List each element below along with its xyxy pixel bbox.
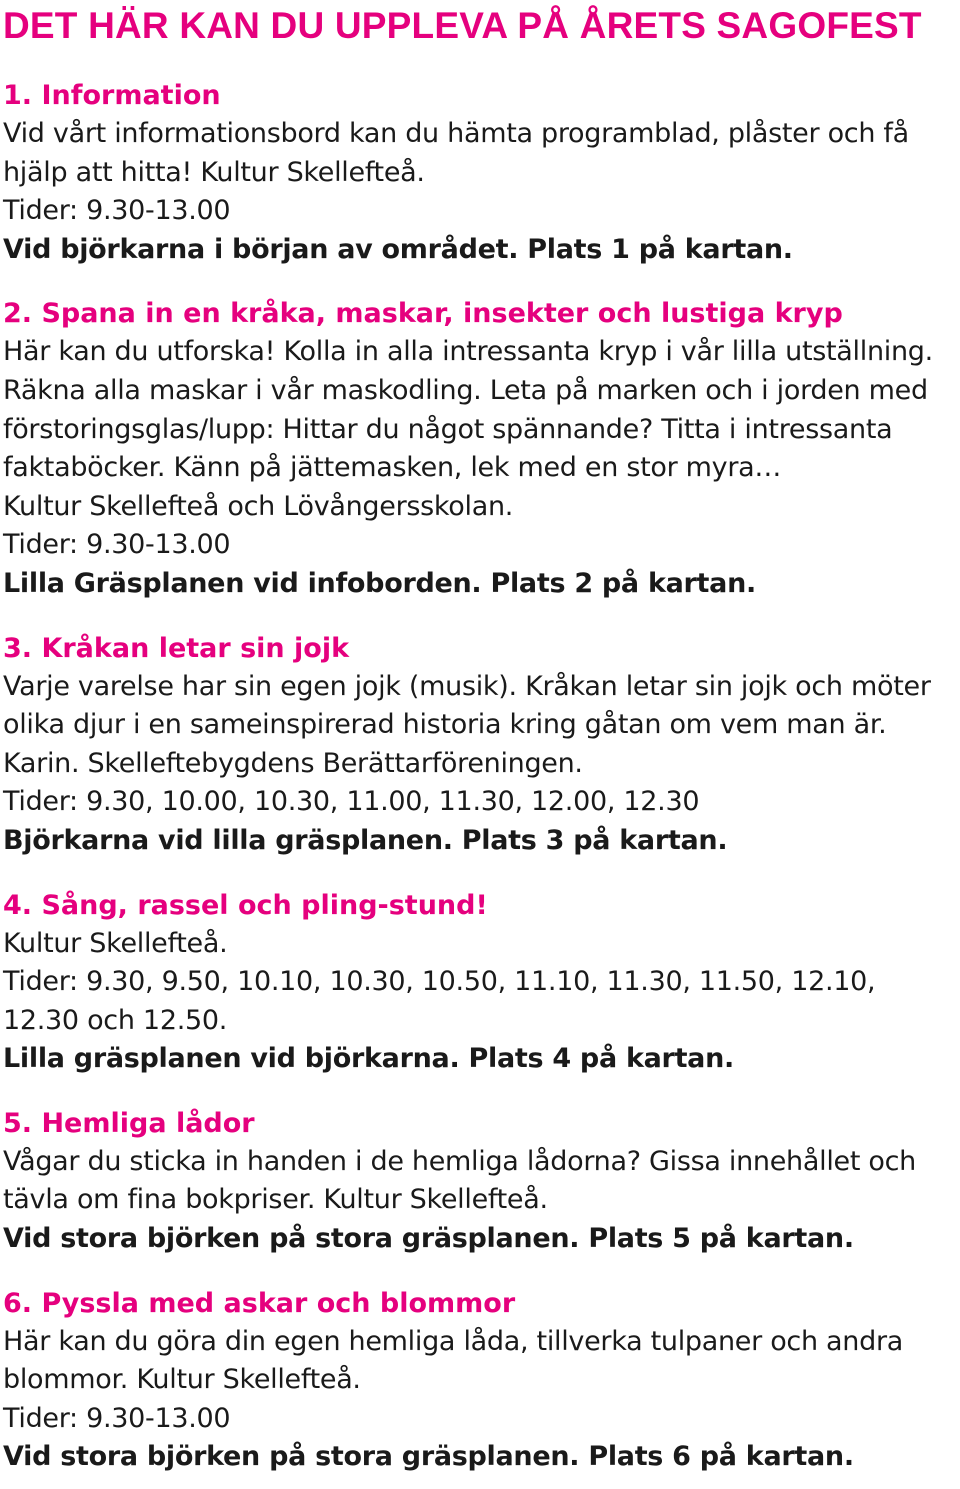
section-location: Vid stora björken på stora gräsplanen. Plats 6 på kartan. bbox=[3, 1441, 854, 1473]
section-secret-boxes bbox=[3, 1105, 955, 1259]
section-text-line: Kultur Skellefteå och Lövångersskolan. bbox=[3, 490, 514, 522]
section-heading: 2. Spana in en kråka, maskar, insekter och lustiga kryp bbox=[3, 298, 843, 330]
section-times: Tider: 9.30-13.00 bbox=[3, 195, 231, 227]
section-times: Tider: 9.30-13.00 bbox=[3, 529, 231, 561]
section-location: Björkarna vid lilla gräsplanen. Plats 3 på kartan. bbox=[3, 824, 728, 856]
section-times: Tider: 9.30, 10.00, 10.30, 11.00, 11.30, 12.00, 12.30 bbox=[3, 786, 700, 818]
section-text-line: Kultur Skellefteå. bbox=[3, 927, 228, 959]
section-location: Vid stora björken på stora gräsplanen. Plats 5 på kartan. bbox=[3, 1223, 854, 1255]
section-text-line: tävla om fina bokpriser. Kultur Skellefteå. bbox=[3, 1184, 548, 1216]
section-times: Tider: 9.30-13.00 bbox=[3, 1402, 231, 1434]
section-text-line: faktaböcker. Känn på jättemasken, lek med en stor myra… bbox=[3, 452, 782, 484]
section-times: 12.30 och 12.50. bbox=[3, 1004, 228, 1036]
section-insects bbox=[3, 295, 955, 603]
section-times: Tider: 9.30, 9.50, 10.10, 10.30, 10.50, 11.10, 11.30, 11.50, 12.10, bbox=[3, 966, 876, 998]
section-text-line: Här kan du utforska! Kolla in alla intressanta kryp i vår lilla utställning. bbox=[3, 336, 933, 368]
section-heading: 5. Hemliga lådor bbox=[3, 1107, 255, 1139]
section-text-line: blommor. Kultur Skellefteå. bbox=[3, 1364, 361, 1396]
section-text-line: Vågar du sticka in handen i de hemliga lådorna? Gissa innehållet och bbox=[3, 1145, 916, 1177]
section-location: Lilla Gräsplanen vid infoborden. Plats 2 på kartan. bbox=[3, 567, 756, 599]
section-text-line: olika djur i en sameinspirerad historia kring gåtan om vem man är. bbox=[3, 709, 887, 741]
section-text-line: Här kan du göra din egen hemliga låda, tillverka tulpaner och andra bbox=[3, 1325, 903, 1357]
section-song bbox=[3, 887, 955, 1079]
section-text-line: Varje varelse har sin egen jojk (musik). Kråkan letar sin jojk och möter bbox=[3, 670, 931, 702]
section-heading: 4. Sång, rassel och pling-stund! bbox=[3, 889, 488, 921]
section-text-line: Karin. Skelleftebygdens Berättarföreningen. bbox=[3, 747, 583, 779]
section-jojk bbox=[3, 630, 955, 861]
section-heading: 3. Kråkan letar sin jojk bbox=[3, 632, 350, 664]
section-text-line: Räkna alla maskar i vår maskodling. Leta på marken och i jorden med bbox=[3, 374, 928, 406]
section-text-line: förstoringsglas/lupp: Hittar du något spännande? Titta i intressanta bbox=[3, 413, 893, 445]
section-crafts bbox=[3, 1285, 955, 1477]
section-text-line: Vid vårt informationsbord kan du hämta programblad, plåster och få bbox=[3, 118, 909, 149]
section-heading: 1. Information bbox=[3, 80, 221, 111]
page-title: DET HÄR KAN DU UPPLEVA PÅ ÅRETS SAGOFEST bbox=[3, 5, 922, 46]
program-page bbox=[3, 0, 955, 1477]
section-heading: 6. Pyssla med askar och blommor bbox=[3, 1287, 516, 1319]
section-information bbox=[3, 77, 955, 269]
section-text-line: hjälp att hitta! Kultur Skellefteå. bbox=[3, 156, 425, 188]
section-location: Lilla gräsplanen vid björkarna. Plats 4 på kartan. bbox=[3, 1043, 734, 1075]
section-location: Vid björkarna i början av området. Plats 1 på kartan. bbox=[3, 233, 793, 265]
